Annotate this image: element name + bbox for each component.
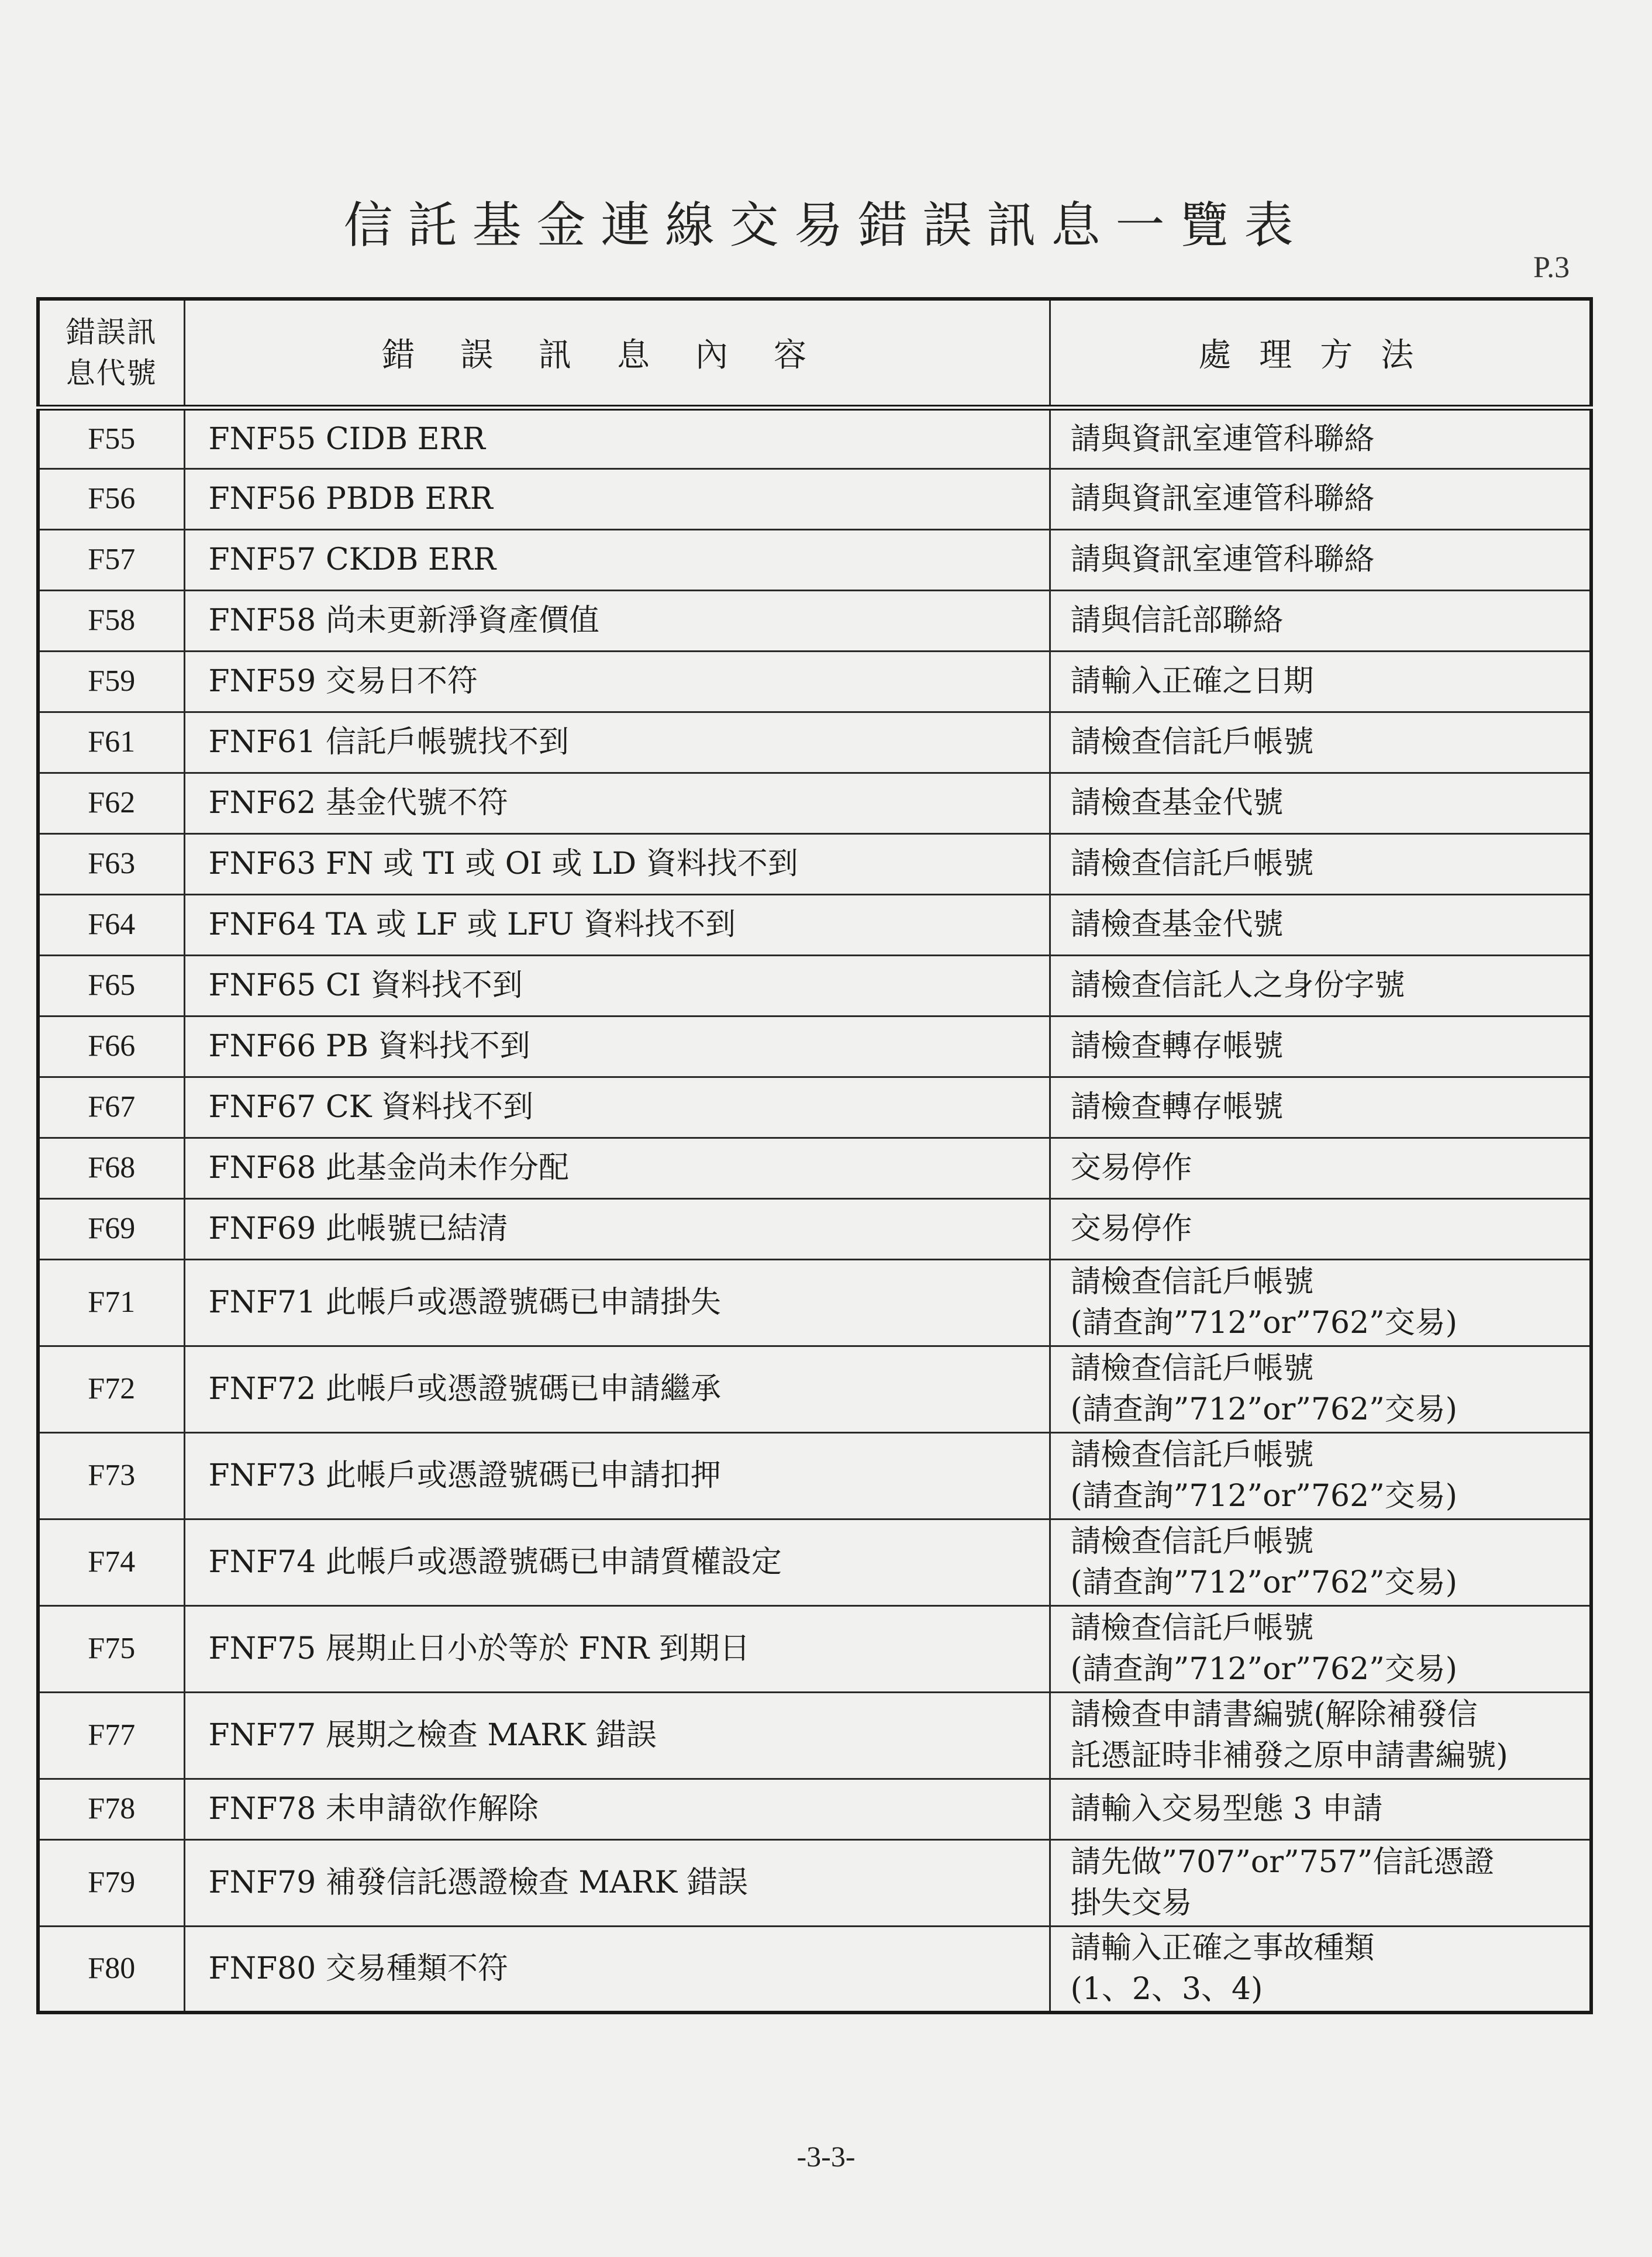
error-message-cell: FNF58 尚未更新淨資產價值 xyxy=(184,590,1050,651)
resolution-cell xyxy=(1050,408,1591,468)
table-body xyxy=(38,408,1591,2013)
resolution-line: 請檢查信託戶帳號 xyxy=(1070,725,1314,760)
table-row xyxy=(38,1839,1591,1926)
error-message-cell: FNF79 補發信託憑證檢查 MARK 錯誤 xyxy=(184,1839,1050,1926)
page-footer: -3-3- xyxy=(796,2140,856,2173)
table-row xyxy=(38,468,1591,529)
error-code-cell: F73 xyxy=(38,1432,184,1519)
table-row xyxy=(38,773,1591,833)
table-row xyxy=(38,1138,1591,1198)
table-row xyxy=(38,1926,1591,2013)
resolution-line: 請檢查信託戶帳號 xyxy=(1070,1438,1314,1473)
resolution-line: (請查詢”712”or”762”交易) xyxy=(1070,1652,1458,1687)
table-row xyxy=(38,529,1591,590)
error-message-cell: FNF56 PBDB ERR xyxy=(184,468,1050,529)
error-code-cell: F72 xyxy=(38,1346,184,1432)
error-message-cell: FNF68 此基金尚未作分配 xyxy=(184,1138,1050,1198)
resolution-cell xyxy=(1050,1346,1591,1432)
resolution-cell xyxy=(1050,1519,1591,1605)
error-code-cell: F77 xyxy=(38,1692,184,1779)
resolution-line: 請檢查信託戶帳號 xyxy=(1070,1264,1314,1300)
resolution-line: (請查詢”712”or”762”交易) xyxy=(1070,1479,1458,1514)
error-message-cell: FNF72 此帳戶或憑證號碼已申請繼承 xyxy=(184,1346,1050,1432)
resolution-line: 請檢查信託戶帳號 xyxy=(1070,846,1314,881)
error-message-cell: FNF78 未申請欲作解除 xyxy=(184,1779,1050,1839)
resolution-cell xyxy=(1050,773,1591,833)
resolution-line: 請檢查轉存帳號 xyxy=(1070,1029,1284,1064)
table-row xyxy=(38,1692,1591,1779)
page-label: P.3 xyxy=(1533,251,1570,284)
error-message-cell: FNF75 展期止日小於等於 FNR 到期日 xyxy=(184,1605,1050,1692)
resolution-line: 請與資訊室連管科聯絡 xyxy=(1070,421,1375,457)
header-message: 錯誤訊息內容 xyxy=(184,299,1050,408)
resolution-line: 交易停作 xyxy=(1070,1150,1192,1186)
error-code-cell: F62 xyxy=(38,773,184,833)
table-row xyxy=(38,894,1591,955)
table-row xyxy=(38,590,1591,651)
resolution-cell xyxy=(1050,894,1591,955)
error-message-cell: FNF65 CI 資料找不到 xyxy=(184,955,1050,1016)
error-message-cell: FNF61 信託戶帳號找不到 xyxy=(184,712,1050,773)
resolution-line: 交易停作 xyxy=(1070,1211,1192,1246)
error-code-cell: F71 xyxy=(38,1259,184,1346)
error-message-cell: FNF71 此帳戶或憑證號碼已申請掛失 xyxy=(184,1259,1050,1346)
error-table-container xyxy=(36,297,1589,2014)
resolution-cell xyxy=(1050,468,1591,529)
error-message-cell: FNF62 基金代號不符 xyxy=(184,773,1050,833)
resolution-line: 請輸入正確之日期 xyxy=(1070,664,1314,699)
table-row xyxy=(38,1077,1591,1138)
resolution-line: 請檢查申請書編號(解除補發信 xyxy=(1070,1697,1478,1732)
header-code xyxy=(38,299,184,408)
resolution-cell xyxy=(1050,1198,1591,1259)
error-code-cell: F68 xyxy=(38,1138,184,1198)
error-code-cell: F57 xyxy=(38,529,184,590)
error-message-cell: FNF80 交易種類不符 xyxy=(184,1926,1050,2013)
resolution-cell xyxy=(1050,1077,1591,1138)
table-row xyxy=(38,955,1591,1016)
error-message-cell: FNF63 FN 或 TI 或 OI 或 LD 資料找不到 xyxy=(184,833,1050,894)
error-message-cell: FNF77 展期之檢查 MARK 錯誤 xyxy=(184,1692,1050,1779)
error-message-cell: FNF67 CK 資料找不到 xyxy=(184,1077,1050,1138)
resolution-line: 請與資訊室連管科聯絡 xyxy=(1070,542,1375,577)
error-code-cell: F75 xyxy=(38,1605,184,1692)
resolution-line: 請輸入交易型態 3 申請 xyxy=(1070,1791,1383,1827)
resolution-cell xyxy=(1050,955,1591,1016)
error-code-cell: F59 xyxy=(38,651,184,712)
resolution-line: (請查詢”712”or”762”交易) xyxy=(1070,1392,1458,1427)
resolution-line: 請輸入正確之事故種類 xyxy=(1070,1931,1375,1966)
table-header xyxy=(38,299,1591,408)
resolution-cell xyxy=(1050,651,1591,712)
resolution-line: (請查詢”712”or”762”交易) xyxy=(1070,1565,1458,1600)
error-code-cell: F79 xyxy=(38,1839,184,1926)
resolution-cell xyxy=(1050,1839,1591,1926)
error-code-cell: F66 xyxy=(38,1016,184,1077)
header-action: 處理方法 xyxy=(1050,299,1591,408)
error-code-cell: F69 xyxy=(38,1198,184,1259)
resolution-line: (1、2、3、4) xyxy=(1070,1972,1263,2007)
resolution-cell xyxy=(1050,590,1591,651)
error-code-cell: F58 xyxy=(38,590,184,651)
resolution-cell xyxy=(1050,1432,1591,1519)
error-code-cell: F55 xyxy=(38,408,184,468)
resolution-line: 請檢查轉存帳號 xyxy=(1070,1090,1284,1125)
table-row xyxy=(38,1259,1591,1346)
error-message-cell: FNF73 此帳戶或憑證號碼已申請扣押 xyxy=(184,1432,1050,1519)
resolution-cell xyxy=(1050,1138,1591,1198)
error-code-cell: F65 xyxy=(38,955,184,1016)
error-message-cell: FNF59 交易日不符 xyxy=(184,651,1050,712)
resolution-line: 請檢查信託戶帳號 xyxy=(1070,1611,1314,1646)
error-code-cell: F74 xyxy=(38,1519,184,1605)
error-message-cell: FNF55 CIDB ERR xyxy=(184,408,1050,468)
header-code-label: 錯誤訊息代號 xyxy=(65,315,157,390)
resolution-line: 請檢查基金代號 xyxy=(1070,785,1284,821)
table-row xyxy=(38,1346,1591,1432)
error-message-cell: FNF66 PB 資料找不到 xyxy=(184,1016,1050,1077)
table-row xyxy=(38,408,1591,468)
resolution-cell xyxy=(1050,1605,1591,1692)
error-message-cell: FNF69 此帳號已結清 xyxy=(184,1198,1050,1259)
table-row xyxy=(38,1432,1591,1519)
error-message-cell: FNF64 TA 或 LF 或 LFU 資料找不到 xyxy=(184,894,1050,955)
table-row xyxy=(38,1198,1591,1259)
table-row xyxy=(38,1779,1591,1839)
error-code-cell: F63 xyxy=(38,833,184,894)
resolution-cell xyxy=(1050,1259,1591,1346)
resolution-line: (請查詢”712”or”762”交易) xyxy=(1070,1305,1458,1341)
table-row xyxy=(38,1016,1591,1077)
resolution-cell xyxy=(1050,1692,1591,1779)
resolution-line: 請檢查信託戶帳號 xyxy=(1070,1351,1314,1386)
resolution-cell xyxy=(1050,1779,1591,1839)
error-code-cell: F64 xyxy=(38,894,184,955)
resolution-line: 請檢查基金代號 xyxy=(1070,907,1284,942)
resolution-line: 託憑証時非補發之原申請書編號) xyxy=(1070,1738,1508,1773)
table-row xyxy=(38,651,1591,712)
document-title: 信託基金連線交易錯誤訊息一覽表 xyxy=(343,197,1309,254)
resolution-cell xyxy=(1050,1926,1591,2013)
table-row xyxy=(38,1605,1591,1692)
table-row xyxy=(38,712,1591,773)
resolution-line: 請與資訊室連管科聯絡 xyxy=(1070,481,1375,516)
resolution-cell xyxy=(1050,1016,1591,1077)
error-message-cell: FNF74 此帳戶或憑證號碼已申請質權設定 xyxy=(184,1519,1050,1605)
resolution-line: 掛失交易 xyxy=(1070,1886,1192,1921)
error-code-cell: F67 xyxy=(38,1077,184,1138)
error-code-cell: F80 xyxy=(38,1926,184,2013)
resolution-cell xyxy=(1050,529,1591,590)
resolution-line: 請先做”707”or”757”信託憑證 xyxy=(1070,1845,1495,1880)
resolution-line: 請與信託部聯絡 xyxy=(1070,603,1284,638)
error-message-table xyxy=(36,297,1593,2014)
error-message-cell: FNF57 CKDB ERR xyxy=(184,529,1050,590)
error-code-cell: F56 xyxy=(38,468,184,529)
resolution-line: 請檢查信託戶帳號 xyxy=(1070,1524,1314,1559)
resolution-cell xyxy=(1050,712,1591,773)
resolution-cell xyxy=(1050,833,1591,894)
error-code-cell: F78 xyxy=(38,1779,184,1839)
table-row xyxy=(38,833,1591,894)
resolution-line: 請檢查信託人之身份字號 xyxy=(1070,968,1405,1003)
table-row xyxy=(38,1519,1591,1605)
error-code-cell: F61 xyxy=(38,712,184,773)
